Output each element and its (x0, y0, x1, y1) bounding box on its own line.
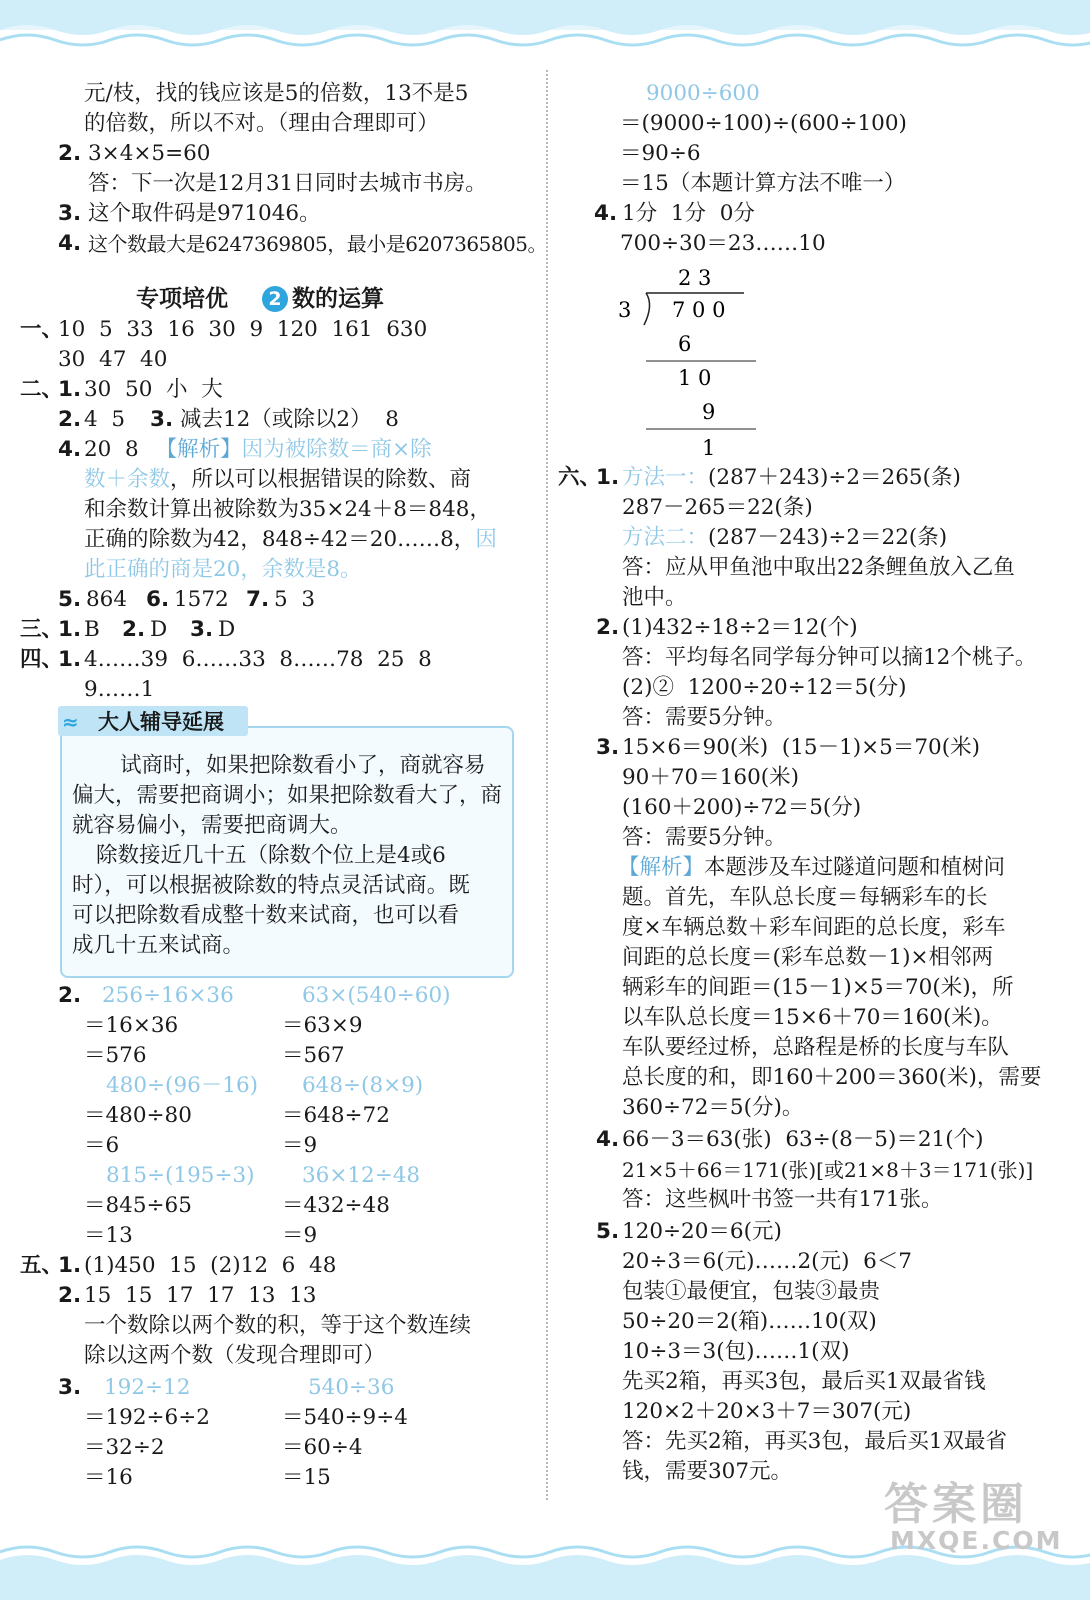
method-label: 方法一： (622, 465, 709, 490)
text-line: 30 47 40 (58, 347, 168, 372)
text-line: (160＋200)÷72＝5(分) (622, 795, 862, 820)
calc-question: 540÷36 (308, 1375, 395, 1400)
tip-line: 成几十五来试商。 (72, 933, 245, 958)
calc-step: (287－243)÷2＝22(条) (708, 525, 948, 550)
analysis-line: 以车队总长度＝15×6＋70＝160(米)。 (622, 1005, 1003, 1030)
text-line: 答：下一次是12月31日同时去城市书房。 (88, 171, 487, 196)
answer-text: B (84, 617, 100, 642)
calc-question: 63×(540÷60) (302, 983, 451, 1008)
ld-dividend: 7 0 0 (672, 298, 726, 322)
question-marker: 4. (596, 1127, 620, 1152)
question-marker: 2. (58, 983, 82, 1008)
calc-step: ＝9 (282, 1223, 318, 1248)
text-line: (1)450 15 (2)12 6 48 (84, 1253, 337, 1278)
calc-step: ＝15 (282, 1465, 331, 1490)
calc-question: 9000÷600 (646, 81, 760, 106)
question-marker: 1. (58, 617, 82, 642)
text-line (622, 524, 947, 552)
tip-title: 大人辅导延展 (98, 710, 224, 734)
text-line (84, 526, 497, 554)
text-line: 120×2＋20×3＋7＝307(元) (622, 1399, 912, 1424)
analysis-line: 车队要经过桥，总路程是桥的长度与车队 (622, 1035, 1010, 1060)
answer-text: 20 8 (84, 437, 139, 462)
tip-line: 试商时，如果把除数看小了，商就容易 (120, 753, 486, 778)
text-line: 15 15 17 17 13 13 (84, 1283, 317, 1308)
text-line: 除以这两个数（发现合理即可） (84, 1343, 386, 1368)
section-title-a: 专项培优 (136, 286, 228, 312)
calc-step: ＝15（本题计算方法不唯一） (620, 171, 906, 196)
column-divider (546, 70, 548, 1500)
question-marker: 5. (596, 1219, 620, 1244)
text-line: 一个数除以两个数的积，等于这个数连续 (84, 1313, 472, 1338)
analysis-text: 因为被除数＝商×除 (241, 437, 432, 462)
part-marker: 三、 (20, 617, 64, 642)
text-line: 这个数最大是6247369805，最小是6207365805。 (88, 232, 547, 256)
text-line: 5 3 (274, 587, 316, 612)
question-marker: 1. (58, 647, 82, 672)
text-line: 4……39 6……33 8……78 25 8 (84, 647, 432, 672)
question-marker: 3. (190, 617, 214, 642)
calc-question: 256÷16×36 (102, 983, 234, 1008)
analysis-line: 题。首先，车队总长度＝每辆彩车的长 (622, 885, 988, 910)
calc-step: ＝60÷4 (282, 1435, 363, 1460)
tip-line: 偏大，需要把商调小；如果把除数看大了，商 (72, 783, 503, 808)
text-line: 答：平均每名同学每分钟可以摘12个桃子。 (622, 645, 1037, 670)
answer-text: D (150, 617, 168, 642)
text-line: 21×5＋66＝171(张)[或21×8＋3＝171(张)] (622, 1158, 1034, 1182)
text-line: 答：这些枫叶书签一共有171张。 (622, 1187, 943, 1212)
part-marker: 六、 (558, 465, 602, 490)
text-line (618, 854, 1005, 882)
text-line: 10 5 33 16 30 9 120 161 630 (58, 317, 428, 342)
text-line: 此正确的商是20，余数是8。 (84, 557, 362, 582)
tip-line: 就容易偏小，需要把商调大。 (72, 813, 352, 838)
question-marker: 2. (596, 615, 620, 640)
analysis-line: 间距的总长度＝(彩车总数－1)×相邻两 (622, 945, 993, 970)
analysis-line: 辆彩车的间距＝(15－1)×5＝70(米)，所 (622, 975, 1014, 1000)
text-line: 的倍数，所以不对。（理由合理即可） (84, 111, 439, 136)
text-line: 先买2箱，再买3包，最后买1双最省钱 (622, 1369, 986, 1394)
analysis-text: ，所以可以根据错误的除数、商 (170, 467, 472, 492)
text-line: 钱，需要307元。 (622, 1459, 793, 1484)
question-marker: 3. (150, 407, 174, 432)
calc-step: ＝845÷65 (84, 1193, 192, 1218)
analysis-text: 因 (475, 527, 497, 552)
text-line (84, 466, 471, 494)
text-line: 答：先买2箱，再买3包，最后买1双最省 (622, 1429, 1008, 1454)
text-line: 3×4×5=60 (88, 141, 211, 166)
calc-question: 36×12÷48 (302, 1163, 421, 1188)
ld-quotient: 2 3 (678, 266, 712, 290)
text-line: 答：应从甲鱼池中取出22条鲤鱼放入乙鱼 (622, 555, 1015, 580)
analysis-tag: 【解析】 (618, 855, 705, 880)
question-marker: 3. (58, 201, 82, 226)
text-line: (1)432÷18÷2＝12(个) (622, 615, 858, 640)
answer-text: D (218, 617, 236, 642)
text-line: 120÷20＝6(元) (622, 1219, 782, 1244)
calc-question: 480÷(96－16) (106, 1073, 259, 1098)
text-line: 池中。 (622, 585, 687, 610)
question-marker: 3. (58, 1375, 82, 1400)
part-marker: 一、 (20, 317, 64, 342)
text-line: 答：需要5分钟。 (622, 825, 787, 850)
text-line: 1分 1分 0分 (622, 201, 755, 226)
text-line: 9……1 (84, 677, 155, 702)
text-line: 4 5 (84, 407, 126, 432)
section-title (136, 284, 384, 314)
calc-question: 192÷12 (104, 1375, 191, 1400)
calc-step: ＝6 (84, 1133, 120, 1158)
analysis-text: 正确的除数为42，848÷42＝20……8， (84, 527, 476, 552)
calc-step: ＝192÷6÷2 (84, 1405, 210, 1430)
calc-step: ＝16 (84, 1465, 133, 1490)
calc-step: (287＋243)÷2＝265(条) (708, 465, 961, 490)
part-marker: 四、 (20, 647, 64, 672)
watermark-text: 答案圈 (884, 1479, 1028, 1530)
text-line: 50÷20＝2(箱)……10(双) (622, 1309, 877, 1334)
analysis-line: 总长度的和，即160＋200＝360(米)，需要 (622, 1065, 1042, 1090)
long-division (610, 265, 770, 475)
analysis-text: 本题涉及车过隧道问题和植树问 (704, 855, 1006, 880)
question-marker: 1. (58, 377, 82, 402)
calc-step: ＝480÷80 (84, 1103, 192, 1128)
calc-step: ＝(9000÷100)÷(600÷100) (620, 111, 907, 136)
analysis-tag: 【解析】 (155, 437, 242, 462)
calc-step: ＝9 (282, 1133, 318, 1158)
question-marker: 1. (596, 465, 620, 490)
question-marker: 2. (58, 141, 82, 166)
question-marker: 3. (596, 735, 620, 760)
calc-step: ＝432÷48 (282, 1193, 390, 1218)
wave-icon: ≈ (62, 710, 79, 734)
question-marker: 6. (146, 587, 170, 612)
text-line: 包装①最便宜，包装③最贵 (622, 1279, 881, 1304)
text-line (84, 436, 432, 464)
question-marker: 2. (58, 1283, 82, 1308)
calc-step: ＝648÷72 (282, 1103, 390, 1128)
text-line: 66－3＝63(张) 63÷(8－5)＝21(个) (622, 1127, 984, 1152)
method-label: 方法二： (622, 525, 709, 550)
analysis-text: 数＋余数 (84, 467, 171, 492)
ld-remainder: 1 (702, 436, 716, 460)
text-line: 20÷3＝6(元)……2(元) 6＜7 (622, 1249, 912, 1274)
text-line: 这个取件码是971046。 (88, 201, 321, 226)
tip-line: 可以把除数看成整十数来试商，也可以看 (72, 903, 460, 928)
calc-step: ＝90÷6 (620, 141, 701, 166)
calc-step: ＝540÷9÷4 (282, 1405, 408, 1430)
ld-step: 9 (702, 400, 716, 424)
calc-step: ＝567 (282, 1043, 345, 1068)
calc-step: ＝32÷2 (84, 1435, 165, 1460)
question-marker: 4. (58, 437, 82, 462)
ld-step: 6 (678, 332, 692, 356)
text-line: 287－265＝22(条) (622, 495, 813, 520)
top-wave-border (0, 0, 1090, 62)
question-marker: 4. (58, 231, 82, 256)
calc-step: ＝16×36 (84, 1013, 179, 1038)
question-marker: 7. (246, 587, 270, 612)
tip-line: 除数接近几十五（除数个位上是4或6 (96, 843, 446, 868)
calc-step: ＝63×9 (282, 1013, 363, 1038)
text-line: (2)② 1200÷20÷12＝5(分) (622, 675, 907, 700)
text-line: 90＋70＝160(米) (622, 765, 800, 790)
calc-question: 648÷(8×9) (302, 1073, 424, 1098)
text-line: 15×6＝90(米) (15－1)×5＝70(米) (622, 735, 980, 760)
section-number-badge: 2 (262, 286, 288, 312)
text-line: 答：需要5分钟。 (622, 705, 787, 730)
question-marker: 2. (122, 617, 146, 642)
question-marker: 4. (594, 201, 618, 226)
question-marker: 2. (58, 407, 82, 432)
text-line: 10÷3＝3(包)……1(双) (622, 1339, 850, 1364)
ld-step: 1 0 (678, 366, 712, 390)
ld-divisor: 3 (618, 298, 632, 322)
calc-step: ＝576 (84, 1043, 147, 1068)
text-line: 和余数计算出被除数为35×24＋8＝848， (84, 497, 491, 522)
question-marker: 1. (58, 1253, 82, 1278)
part-marker: 二、 (20, 377, 64, 402)
text-line: 864 (86, 587, 128, 612)
calc-question: 815÷(195÷3) (106, 1163, 255, 1188)
tip-line: 时），可以根据被除数的特点灵活试商。既 (72, 873, 470, 898)
text-line: 元/枝，找的钱应该是5的倍数，13不是5 (84, 81, 469, 106)
part-marker: 五、 (20, 1253, 64, 1278)
analysis-line: 度×车辆总数＋彩车间距的总长度，彩车 (622, 915, 1006, 940)
text-line: 减去12（或除以2） 8 (180, 407, 399, 432)
question-marker: 5. (58, 587, 82, 612)
text-line: 30 50 小 大 (84, 377, 223, 402)
calc-step: ＝13 (84, 1223, 133, 1248)
watermark-url: MXQE.COM (890, 1526, 1063, 1555)
section-title-b: 数的运算 (292, 286, 384, 312)
text-line: 1572 (174, 587, 229, 612)
analysis-line: 360÷72＝5(分)。 (622, 1095, 804, 1120)
text-line: 700÷30＝23……10 (620, 231, 826, 256)
text-line (622, 464, 961, 492)
